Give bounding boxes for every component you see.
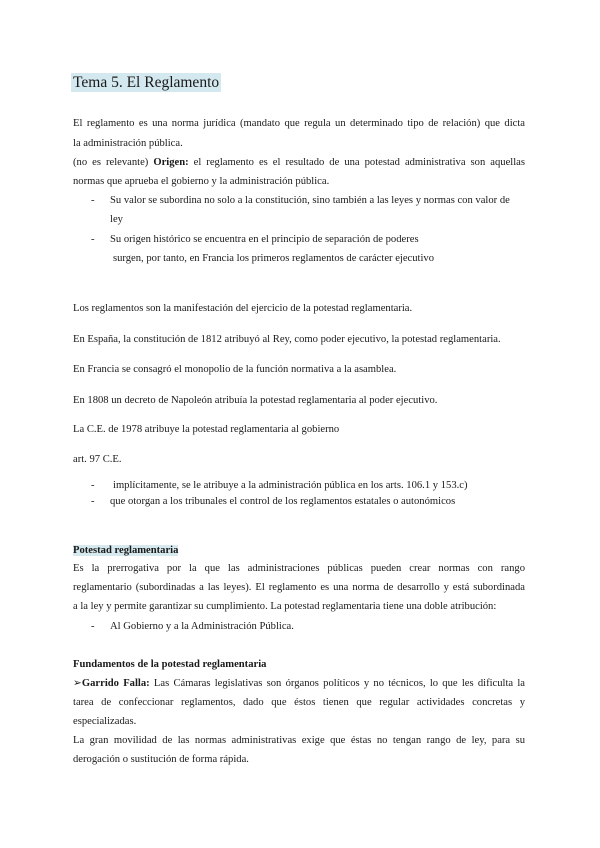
article-bullet-1: implícitamente, se le atribuye a la administración pública en los arts. 106.1 y 153.c) (113, 480, 468, 491)
potestad-line-1: Es la prerrogativa por la que las administraciones públicas pueden crear normas con rango (73, 563, 525, 574)
intro-line-2: la administración pública. (73, 138, 183, 149)
paragraph-2: En España, la constitución de 1812 atribuyó al Rey, como poder ejecutivo, la potestad reglamentaria. (73, 334, 501, 345)
potestad-bullet: Al Gobierno y a la Administración Pública. (110, 621, 294, 632)
intro-line-1: El reglamento es una norma jurídica (mandato que regula un determinado tipo de relación) que dicta (73, 118, 525, 129)
paragraph-3: En Francia se consagró el monopolio de la función normativa a la asamblea. (73, 364, 397, 375)
bullet-dash: - (91, 234, 95, 245)
intro-line-4: normas que aprueba el gobierno y la administración pública. (73, 176, 330, 187)
bullet-dash: - (91, 496, 95, 507)
bullet-dash: - (91, 621, 95, 632)
paragraph-5: La C.E. de 1978 atribuye la potestad reglamentaria al gobierno (73, 424, 340, 435)
paragraph-6: art. 97 C.E. (73, 454, 122, 465)
section-heading-potestad (73, 544, 178, 558)
intro-line-3-rest: el reglamento es el resultado de una potestad administrativa son aquellas (188, 157, 525, 168)
article-bullet-2: que otorgan a los tribunales el control de los reglamentos estatales o autonómicos (110, 496, 456, 507)
intro-line-3 (73, 156, 525, 170)
fundamentos-line-4: La gran movilidad de las normas administrativas exige que éstas no tengan rango de ley, para su (73, 735, 525, 746)
fundamentos-line-5: derogación o sustitución de forma rápida. (73, 754, 249, 765)
fundamentos-line-3: especializadas. (73, 716, 137, 727)
page-title: Tema 5. El Reglamento (73, 74, 220, 91)
potestad-line-2: reglamentario (subordinadas a las leyes). El reglamento es una norma de desarrollo y está subordinada (73, 582, 525, 593)
fundamentos-line-1-rest: Las Cámaras legislativas son órganos políticos y no técnicos, lo que les dificulta la (149, 678, 526, 689)
intro-bullet-2-line-1: Su origen histórico se encuentra en el principio de separación de poderes (110, 234, 419, 245)
fundamentos-line-1 (73, 677, 525, 691)
origen-label: Origen: (153, 157, 189, 168)
intro-bullet-2-line-2: surgen, por tanto, en Francia los primeros reglamentos de carácter ejecutivo (113, 253, 435, 264)
intro-bullet-1-line-2: ley (110, 214, 123, 225)
intro-prefix: (no es relevante) (73, 157, 154, 168)
bullet-dash: - (91, 195, 95, 206)
section-heading-fundamentos: Fundamentos de la potestad reglamentaria (73, 659, 267, 670)
intro-bullet-1-line-1: Su valor se subordina no solo a la constitución, sino también a las leyes y normas con valor de (110, 195, 510, 206)
paragraph-1: Los reglamentos son la manifestación del ejercicio de la potestad reglamentaria. (73, 303, 413, 314)
author-name: Garrido Falla: (81, 678, 150, 689)
paragraph-4: En 1808 un decreto de Napoleón atribuía la potestad reglamentaria al poder ejecutivo. (73, 395, 438, 406)
potestad-line-3: a la ley y permite garantizar su cumplimiento. La potestad reglamentaria tiene una doble atribución: (73, 601, 497, 612)
fundamentos-line-2: tarea de confeccionar reglamentos, dado que éstos tienen que regular actividades concretas y (73, 697, 525, 708)
arrow-bullet-icon: ➢ (73, 678, 82, 689)
bullet-dash: - (91, 480, 95, 491)
potestad-heading-text: Potestad reglamentaria (73, 545, 179, 556)
